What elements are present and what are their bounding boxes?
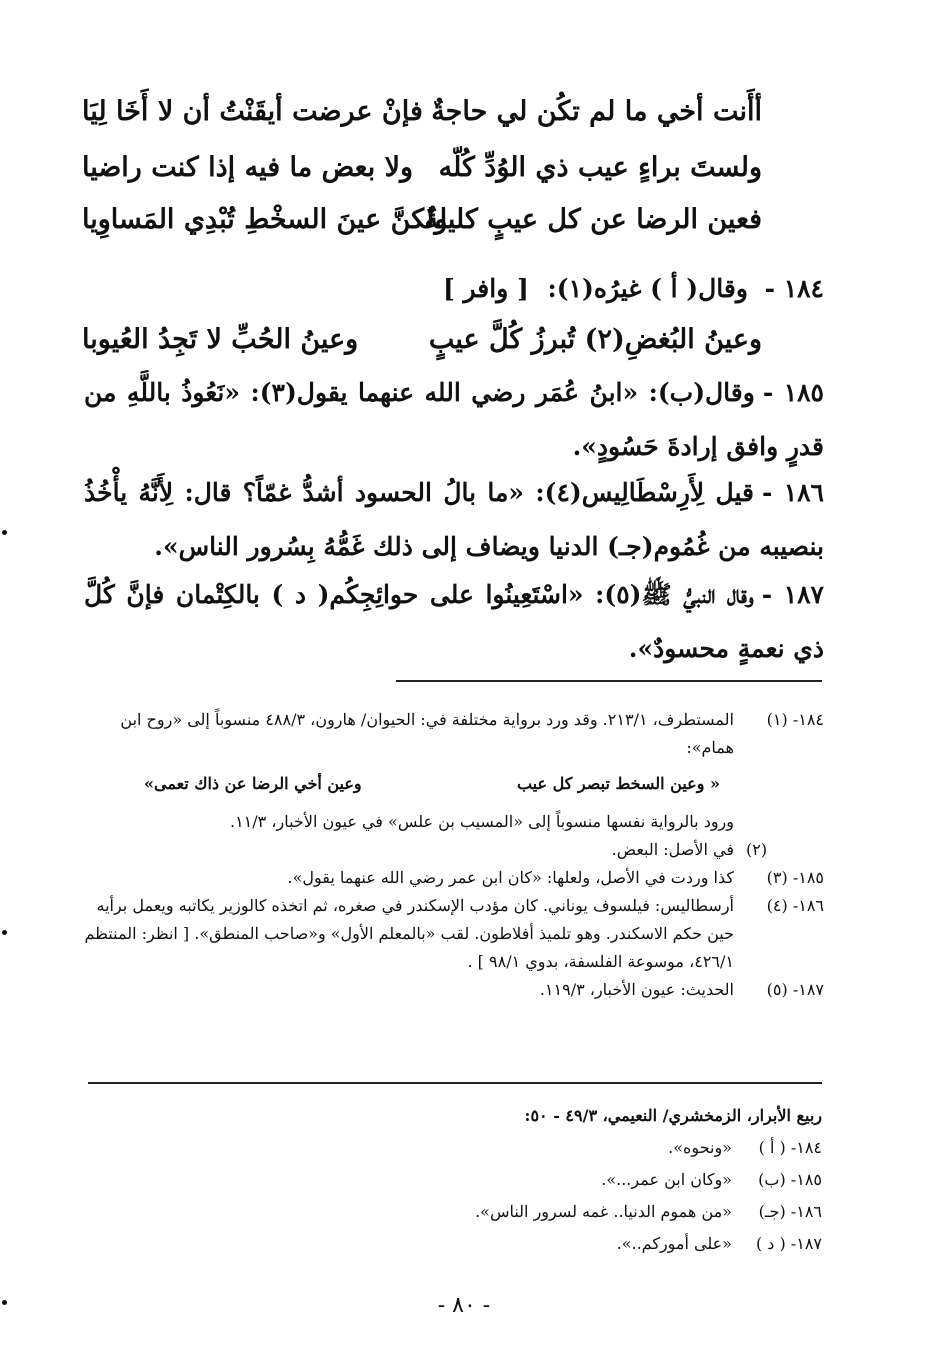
variant-text: «من هموم الدنيا.. غمه لسرور الناس». bbox=[475, 1202, 732, 1221]
item-text: وقال( أ ) غيرُه(١): bbox=[547, 274, 748, 303]
poem-line bbox=[82, 324, 762, 372]
hemistich-first: ولستَ براءٍ عيب ذي الوُدِّ كُلّه bbox=[438, 152, 762, 183]
meter-label: [ وافر ] bbox=[442, 274, 529, 303]
footnote-ref: ١٨٥- (٣) bbox=[766, 868, 824, 887]
hemistich-second: ولكنَّ عينَ السخْطِ تُبْدِي المَساوِيا bbox=[82, 204, 448, 235]
item-184-intro bbox=[84, 262, 824, 316]
manuscript-variants bbox=[322, 1100, 822, 1260]
footnote-text: أرسطاليس: فيلسوف يوناني. كان مؤدب الإسكندر في صغره، ثم اتخذه كالوزير يكاتبه ويعمل برأيه حين حكم الاسكندر. وهو تلميذ أفلاطون. لقب «بالمعلم الأول» و«صاحب المنطق». [ انظر: المنتظم ٤٢٦/١، موسوعة الفلسفة، بدوي ٩٨/١ ] . bbox=[84, 896, 734, 971]
footnotes bbox=[84, 706, 824, 1004]
item-185 bbox=[84, 366, 824, 474]
variant-ref: ١٨٧- ( د ) bbox=[755, 1234, 822, 1253]
variant-ref: ١٨٥- (ب) bbox=[758, 1170, 822, 1189]
variant-text: «ونحوه». bbox=[668, 1138, 732, 1157]
hemistich-first: « وعين السخط تبصر كل عيب bbox=[516, 774, 720, 793]
footnote-text: كذا وردت في الأصل، ولعلها: «كان ابن عمر رضي الله عنهما يقول». bbox=[287, 868, 734, 887]
variant-item bbox=[322, 1164, 822, 1196]
hemistich-second: وعين أخي الرضا عن ذاك تعمى» bbox=[144, 774, 362, 793]
item-text: وقال(ب): «ابنُ عُمَر رضي الله عنهما يقول(٣): «نَعُوذُ باللَّهِ من قدرٍ وافق إرادةَ حَسُودٍ». bbox=[84, 378, 824, 461]
item-number: ١٨٤ - bbox=[764, 274, 824, 303]
footnote bbox=[84, 808, 824, 836]
item-number: ١٨٥ - bbox=[762, 378, 824, 407]
poem-line bbox=[82, 152, 762, 200]
footnote bbox=[84, 864, 824, 892]
variant-ref: ١٨٦- (جـ) bbox=[758, 1202, 822, 1221]
item-text: وقال النبيُّ ﷺ(٥): «اسْتَعِينُوا على حوائِجِكُم( د ) بالكِتْمان فإنَّ كُلَّ ذي نعمةٍ محسودٌ». bbox=[84, 580, 824, 663]
scan-speck bbox=[2, 1300, 7, 1305]
footnote-text: في الأصل: البعض. bbox=[611, 840, 734, 859]
variant-item bbox=[322, 1228, 822, 1260]
item-number: ١٨٧ - bbox=[761, 580, 824, 609]
hemistich-first: أأَنت أخي ما لم تكُن لي حاجةٌ bbox=[431, 96, 762, 127]
footnote-ref: (٢) bbox=[746, 840, 768, 859]
poem-line bbox=[82, 204, 762, 252]
footnote-ref: ١٨٧- (٥) bbox=[766, 980, 824, 999]
variant-text: «وكان ابن عمر...». bbox=[601, 1170, 732, 1189]
footnote-text: المستطرف، ٢١٣/١. وقد ورد برواية مختلفة في: الحيوان/ هارون، ٤٨٨/٣ منسوباً إلى «روح ابن همام»: bbox=[120, 710, 734, 757]
variant-item bbox=[322, 1196, 822, 1228]
item-text: قيل لِأَرِسْطَالِيس(٤): «ما بالُ الحسود أشدُّ غمّاً؟ قال: لِأَنَّهُ يأْخُذُ بنصيبه من غُمُوم(جـ) الدنيا ويضاف إلى ذلك غَمُّهُ بِسُرور الناس». bbox=[84, 478, 824, 561]
footnote bbox=[84, 836, 824, 864]
footnote bbox=[84, 706, 824, 762]
item-number: ١٨٦ - bbox=[761, 478, 824, 507]
footnote-text: الحديث: عيون الأخبار، ١١٩/٣. bbox=[539, 980, 734, 999]
page-number: - ٨٠ - bbox=[437, 1293, 491, 1318]
hemistich-second: ولا بعض ما فيه إذا كنت راضيا bbox=[82, 152, 414, 183]
variants-heading: ربيع الأبرار، الزمخشري/ النعيمي، ٤٩/٣ - ٥٠: bbox=[524, 1106, 822, 1125]
scan-speck bbox=[2, 530, 7, 535]
footnote-ref: ١٨٦- (٤) bbox=[766, 896, 824, 915]
variants-separator bbox=[88, 1082, 822, 1084]
footnote bbox=[84, 976, 824, 1004]
hemistich-first: وعينُ البُغضِ(٢) تُبرزُ كُلَّ عيبٍ bbox=[428, 324, 762, 355]
variant-ref: ١٨٤- ( أ ) bbox=[758, 1138, 822, 1157]
variant-text: «على أموركم..». bbox=[616, 1234, 732, 1253]
footnote-verse bbox=[84, 762, 720, 802]
footnote-text: ورود بالرواية نفسها منسوباً إلى «المسيب بن علس» في عيون الأخبار، ١١/٣. bbox=[229, 812, 734, 831]
poem-line bbox=[82, 96, 762, 144]
item-187 bbox=[84, 568, 824, 676]
footnote-ref: ١٨٤- (١) bbox=[766, 710, 824, 729]
hemistich-second: فإنْ عرضت أيقَنْتُ أن لا أَخَا لِيَا bbox=[82, 96, 423, 127]
item-186 bbox=[84, 466, 824, 574]
footnote-separator bbox=[396, 680, 822, 682]
variant-item bbox=[322, 1132, 822, 1164]
footnote bbox=[84, 892, 824, 976]
scan-speck bbox=[2, 930, 7, 935]
hemistich-second: وعينُ الحُبِّ لا تَجِدُ العُيوبا bbox=[82, 324, 359, 355]
hemistich-first: فعين الرضا عن كل عيبٍ كليلةٌ bbox=[424, 204, 762, 235]
